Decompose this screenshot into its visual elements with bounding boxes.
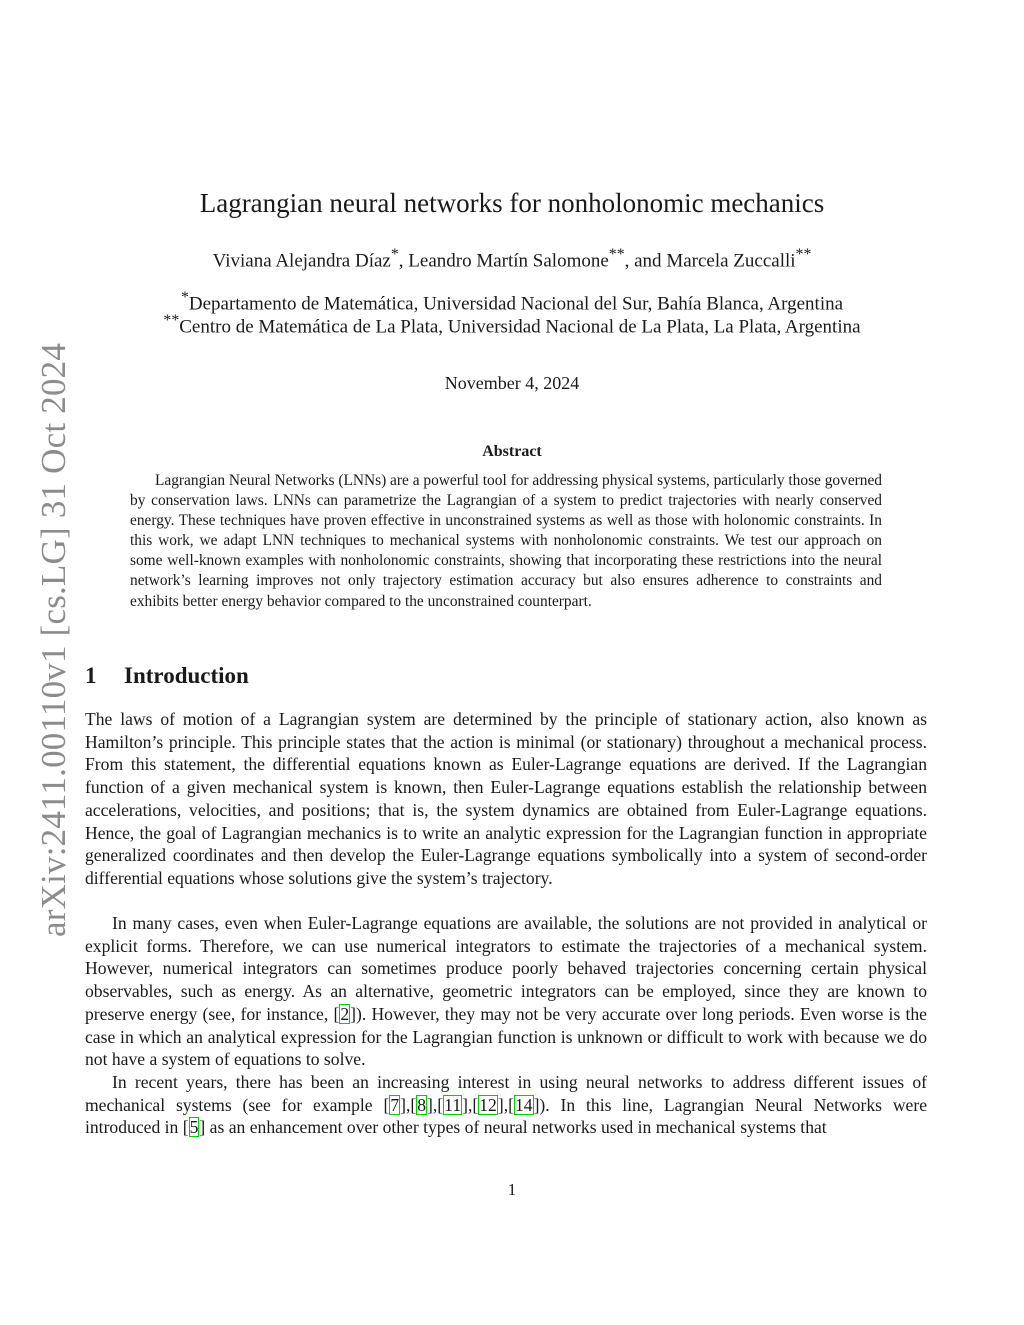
paper-title: Lagrangian neural networks for nonholonomic mechanics (199, 188, 825, 218)
affiliation-mark: * (180, 289, 189, 306)
citation-link[interactable]: 11 (444, 1094, 462, 1115)
author-name: Viviana Alejandra Díaz (212, 250, 391, 272)
paragraph-2: In many cases, even when Euler-Lagrange equations are available, the solutions are not provided in analytical or explicit forms. Therefore, we can use numerical integrators to estimate the trajectories of a mechanical system. However, numerical integrators can sometimes produce poorly behaved trajectories concerning certain physical observables, such as energy. As an alternative, geometric integrators can be employed, since they are known to preserve energy (see, for instance, [2]). However, they may not be very accurate over long periods. Even worse is the case in which an analytical expression for the Lagrangian function is unknown or difficult to work with because we do not have a system of equations to solve. (85, 913, 927, 1070)
author-name: Marcela Zuccalli (666, 250, 796, 272)
paragraph-text: ). In this line, Lagrangian Neural Networks were introduced in (85, 1094, 927, 1138)
section-number: 1 (85, 663, 97, 688)
paragraph-text: In many cases, even when Euler-Lagrange equations are available, the solutions are not provided in analytical or explicit forms. Therefore, we can use numerical integrators to estimate the trajectories of a mechanical system. However, numerical integrators can sometimes produce poorly behaved trajectories concerning certain physical observables, such as energy. As an alternative, geometric integrators can be employed, since they are known to preserve energy (see, for instance, (85, 913, 927, 1024)
citation-link[interactable]: 5 (189, 1117, 199, 1138)
author-list (0, 246, 1024, 272)
arxiv-identifier: arXiv:2411.00110v1 [cs.LG] 31 Oct 2024 (34, 342, 73, 937)
paragraph-1: The laws of motion of a Lagrangian system are determined by the principle of stationary action, also known as Hamilton’s principle. This principle states that the action is minimal (or stationary) throughout a mechanical process. From this statement, the differential equations known as Euler-Lagrange equations are derived. If the Lagrangian function of a given mechanical system is known, then Euler-Lagrange equations establish the relationship between accelerations, velocities, and positions; that is, the system dynamics are obtained from Euler-Lagrange equations. Hence, the goal of Lagrangian mechanics is to write an analytic expression for the Lagrangian function in appropriate generalized coordinates and then develop the Euler-Lagrange equations symbolically into a system of second-order differential equations whose solutions give the system’s trajectory. (85, 709, 927, 888)
affiliation-mark: ** (608, 246, 625, 263)
affiliation-text: Centro de Matemática de La Plata, Universidad Nacional de La Plata, La Plata, Argentina (179, 316, 861, 338)
publication-date: November 4, 2024 (444, 373, 580, 393)
abstract-text: Lagrangian Neural Networks (LNNs) are a powerful tool for addressing physical systems, particularly those governed by conservation laws. LNNs can parametrize the Lagrangian of a system to predict trajectories with nearly conserved energy. These techniques have proven effective in unconstrained systems as well as those with holonomic constraints. In this work, we adapt LNN techniques to mechanical systems with nonholonomic constraints. We test our approach on some well-known examples with nonholonomic constraints, showing that incorporating these restrictions into the neural network’s learning improves not only trajectory estimation accuracy but also ensures adherence to constraints and exhibits better energy behavior compared to the unconstrained counterpart. (130, 472, 882, 610)
author-name: Leandro Martín Salomone (408, 250, 609, 272)
section-heading (85, 663, 249, 689)
author-separator: , (398, 250, 409, 272)
citation-link[interactable]: 7 (390, 1094, 400, 1115)
paragraph-3: In recent years, there has been an increasing interest in using neural networks to address different issues of mechanical systems (see for example [7],[8],[11],[12],[14]). In this line, Lagrangian Neural Networks were introduced in [5] as an enhancement over other types of neural networks used in mechanical systems that (85, 1072, 927, 1138)
affiliation-text: Departamento de Matemática, Universidad Nacional del Sur, Bahía Blanca, Argentina (188, 293, 844, 315)
affiliation-mark: ** (795, 246, 812, 263)
citation-link[interactable]: 12 (479, 1094, 497, 1115)
citation-link[interactable]: 14 (514, 1094, 533, 1115)
page-number: 1 (507, 1180, 517, 1199)
affiliation-2 (0, 312, 1024, 338)
paragraph-text: ). However, they may not be very accurate over long periods. Even worse is the case in which an analytical expression for the Lagrangian function is unknown or difficult to work with because we do not have a system of equations to solve. (85, 1003, 927, 1070)
paragraph-text: In recent years, there has been an increasing interest in using neural networks to address different issues of mechanical systems (see for example (85, 1072, 927, 1115)
section-title: Introduction (124, 663, 249, 688)
author-separator: , and (624, 250, 667, 272)
citation-link[interactable]: 8 (417, 1094, 427, 1115)
affiliation-mark: * (390, 246, 399, 263)
paragraph-text: as an enhancement over other types of neural networks used in mechanical systems that (205, 1117, 827, 1138)
citation-link[interactable]: 2 (340, 1003, 350, 1024)
affiliation-mark: ** (163, 312, 180, 329)
abstract-heading: Abstract (482, 443, 542, 460)
